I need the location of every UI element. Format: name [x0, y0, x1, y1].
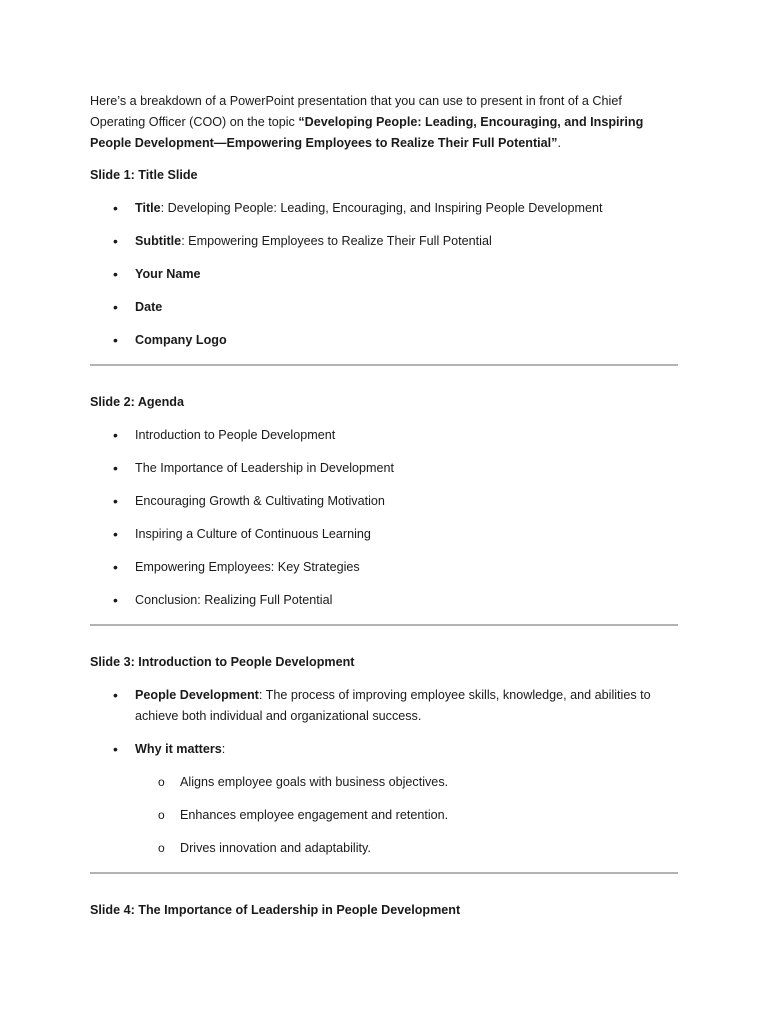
intro-topic: “Developing People: Leading, Encouraging, and Inspiring People Development—Empowering Employees to Realize Their Full Potential”	[90, 115, 644, 150]
slide3-list	[90, 685, 678, 859]
item-label: Your Name	[135, 267, 201, 281]
list-item: • Encouraging Growth & Cultivating Motivation	[90, 491, 678, 512]
slide4-heading: Slide 4: The Importance of Leadership in People Development	[90, 903, 461, 917]
slide2-list	[90, 425, 678, 611]
intro-prefix: Here’s a breakdown of a PowerPoint presentation that you can use to present in front of a Chief Operating Officer (COO) on the topic	[90, 94, 622, 129]
intro-paragraph	[90, 91, 678, 154]
list-item	[90, 330, 678, 351]
sub-list-item: o Drives innovation and adaptability.	[90, 838, 678, 859]
slide2-heading: Slide 2: Agenda	[90, 395, 185, 409]
section-divider	[90, 624, 678, 626]
item-text: : The process of improving employee skills, knowledge, and abilities to achieve both individual and organizational success.	[135, 688, 651, 723]
list-item: • Introduction to People Development	[90, 425, 678, 446]
document-page	[90, 91, 678, 933]
list-item	[90, 685, 678, 727]
item-text: :	[221, 742, 226, 756]
item-text: : Developing People: Leading, Encouraging, and Inspiring People Development	[160, 201, 603, 215]
item-label: Company Logo	[135, 333, 227, 347]
item-label: Date	[135, 300, 163, 314]
list-item: • Conclusion: Realizing Full Potential	[90, 590, 678, 611]
item-label: Subtitle	[135, 234, 182, 248]
list-item	[90, 231, 678, 252]
list-item	[90, 264, 678, 285]
list-item	[90, 739, 678, 760]
item-label: People Development	[135, 688, 259, 702]
item-text: : Empowering Employees to Realize Their Full Potential	[181, 234, 492, 248]
list-item	[90, 297, 678, 318]
intro-suffix: .	[557, 136, 561, 150]
list-item: • The Importance of Leadership in Development	[90, 458, 678, 479]
list-item: • Inspiring a Culture of Continuous Learning	[90, 524, 678, 545]
sub-list-item: o Aligns employee goals with business objectives.	[90, 772, 678, 793]
item-label: Why it matters	[135, 742, 222, 756]
section-divider	[90, 872, 678, 874]
section-divider	[90, 364, 678, 366]
slide3-heading: Slide 3: Introduction to People Development	[90, 655, 355, 669]
sub-list-item: o Enhances employee engagement and retention.	[90, 805, 678, 826]
list-item	[90, 198, 678, 219]
slide1-list	[90, 198, 678, 351]
item-label: Title	[135, 201, 161, 215]
slide1-heading: Slide 1: Title Slide	[90, 168, 198, 182]
list-item: • Empowering Employees: Key Strategies	[90, 557, 678, 578]
